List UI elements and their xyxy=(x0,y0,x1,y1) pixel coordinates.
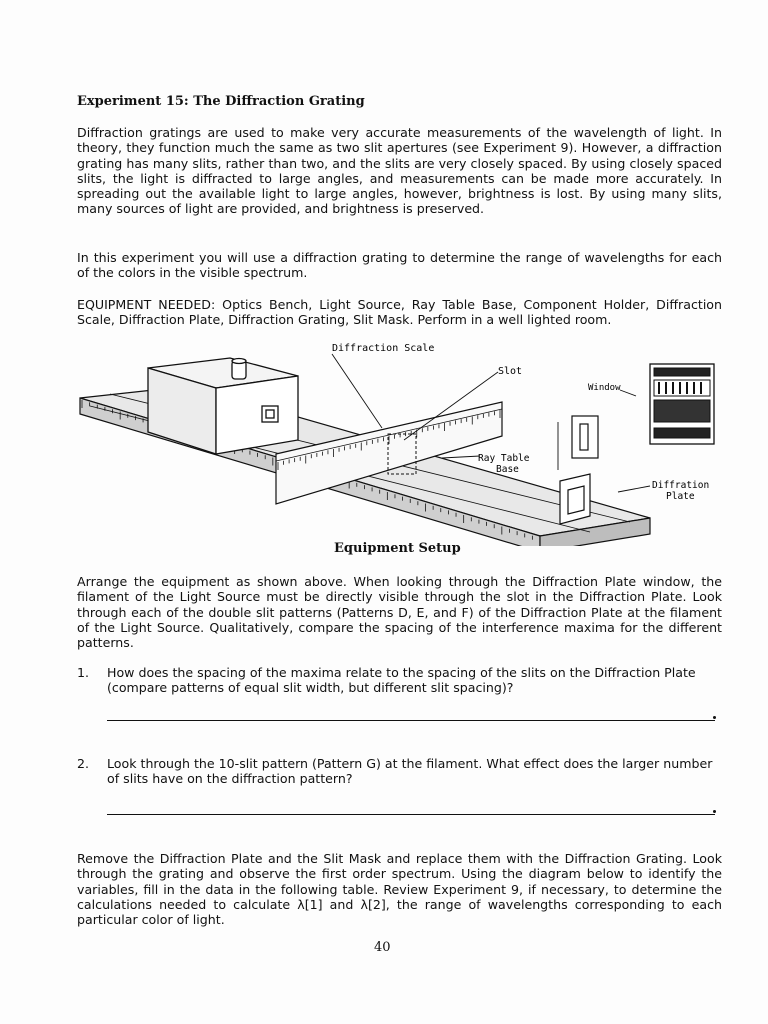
leader-ray-table xyxy=(442,456,480,458)
question-text: How does the spacing of the maxima relate to the spacing of the slits on the Diffraction Plate (compare patterns of equal slit width, but different slit spacing)? xyxy=(107,665,696,696)
diffraction-plate-detail xyxy=(650,364,714,444)
question-text: Look through the 10-slit pattern (Pattern G) at the filament. What effect does the larger number of slits have on the diffraction pattern? xyxy=(107,756,713,787)
answer-period-1 xyxy=(713,716,716,719)
answer-line-1[interactable] xyxy=(107,720,715,721)
leader-diffraction-scale xyxy=(332,354,382,428)
page-number: 40 xyxy=(374,940,391,955)
intro-paragraph: Diffraction gratings are used to make very accurate measurements of the wavelength of light. In theory, they function much the same as two slit apertures (see Experiment 9). However, a diffraction grating has many slits, rather than two, and the slits are very closely spaced. By using closely spaced slits, the light is diffracted to large angles, and measurements can be made more accurately. In spreading out the available light to large angles, however, brightness is lost. By using many slits, many sources of light are provided, and brightness is preserved. xyxy=(77,125,722,217)
purpose-paragraph: In this experiment you will use a diffraction grating to determine the range of wavelengths for each of the colors in the visible spectrum. xyxy=(77,250,722,281)
light-source xyxy=(148,358,298,454)
answer-line-2[interactable] xyxy=(107,814,715,815)
closing-paragraph: Remove the Diffraction Plate and the Slit Mask and replace them with the Diffraction Grating. Look through the grating and observe the first order spectrum. Using the diagram below to identify the variables, fill in the data in the following table. Review Experiment 9, if necessary, to determine the calculations needed to calculate λ[1] and λ[2], the range of wavelengths corresponding to each particular color of light. xyxy=(77,851,722,928)
label-ray-table-1: Ray Table xyxy=(478,453,530,464)
label-ray-table-2: Base xyxy=(496,464,519,475)
label-diffraction-plate-1: Diffration xyxy=(652,480,710,491)
leader-window xyxy=(620,390,636,396)
ray-table-base xyxy=(560,474,590,524)
label-diffraction-scale: Diffraction Scale xyxy=(332,343,435,354)
question-number: 2. xyxy=(77,756,90,771)
experiment-heading: Experiment 15: The Diffraction Grating xyxy=(77,94,365,109)
diffraction-plate-window xyxy=(572,416,598,458)
equipment-setup-figure xyxy=(70,336,730,546)
label-diffraction-plate-2: Plate xyxy=(666,491,695,502)
question-number: 1. xyxy=(77,665,90,680)
leader-diffraction-plate xyxy=(618,486,650,492)
figure-caption: Equipment Setup xyxy=(334,541,461,556)
label-window: Window xyxy=(588,383,621,393)
answer-period-2 xyxy=(713,810,716,813)
arrange-paragraph: Arrange the equipment as shown above. When looking through the Diffraction Plate window, the filament of the Light Source must be directly visible through the slot in the Diffraction Plate. Look through each of the double slit patterns (Patterns D, E, and F) of the Diffraction Plate at the filament of the Light Source. Qualitatively, compare the spacing of the interference maxima for the different patterns. xyxy=(77,574,722,651)
equipment-paragraph: EQUIPMENT NEEDED: Optics Bench, Light Source, Ray Table Base, Component Holder, Diffraction Scale, Diffraction Plate, Diffraction Grating, Slit Mask. Perform in a well lighted room. xyxy=(77,297,722,328)
label-slot: Slot xyxy=(498,366,523,377)
